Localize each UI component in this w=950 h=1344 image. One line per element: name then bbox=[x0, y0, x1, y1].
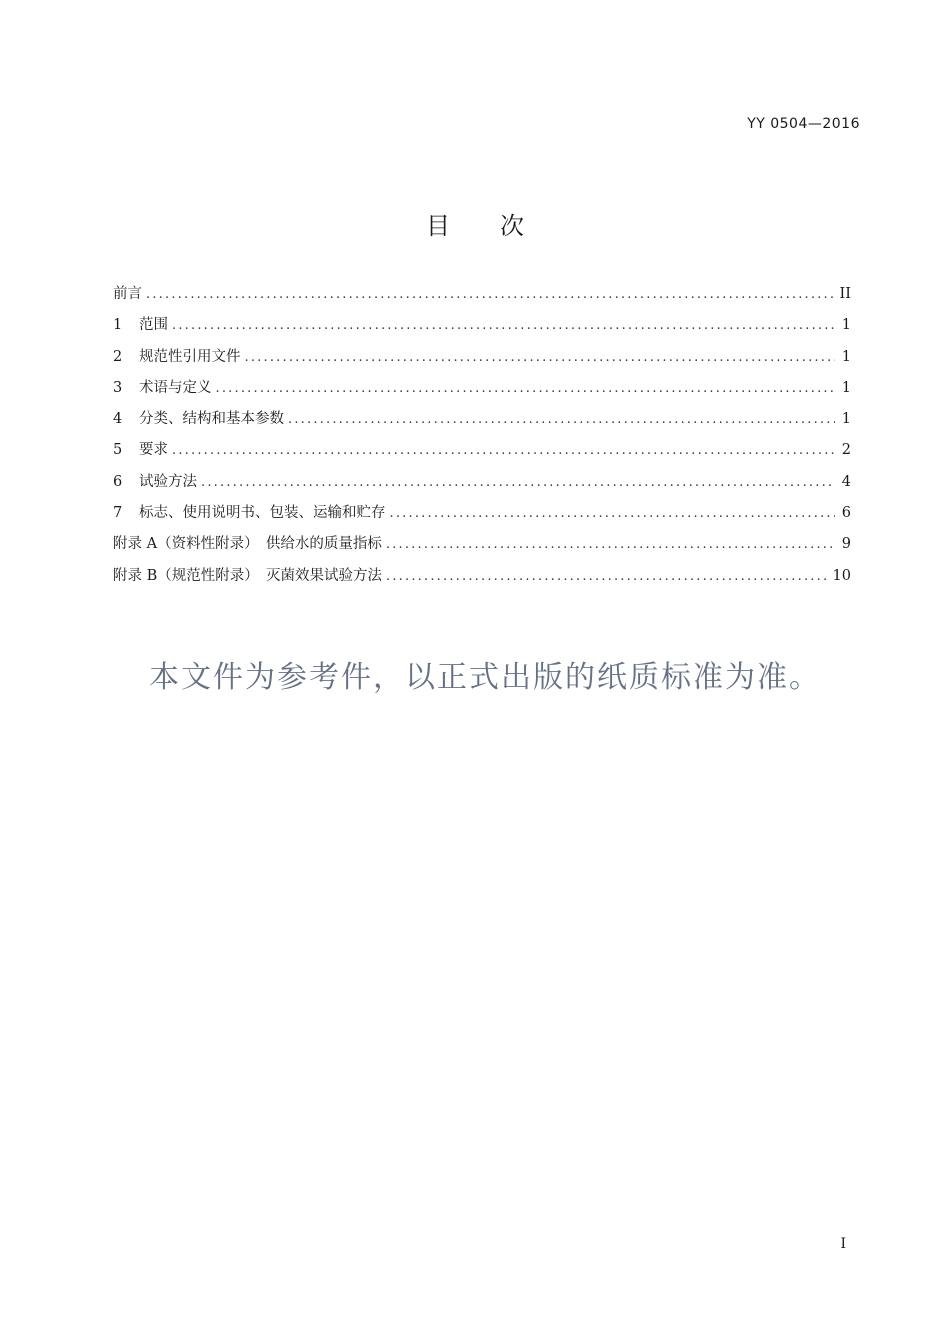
footer-page-number: I bbox=[840, 1236, 846, 1252]
toc-page: 1 bbox=[841, 411, 851, 428]
toc-number: 1 bbox=[113, 317, 123, 334]
toc-entry-annex-b[interactable] bbox=[113, 564, 851, 595]
toc-label: 要求 bbox=[139, 442, 168, 459]
toc-page: 10 bbox=[832, 567, 851, 584]
toc-entry-requirements[interactable] bbox=[113, 438, 851, 469]
page-title: 目次 bbox=[426, 212, 574, 240]
toc-entry-classification[interactable] bbox=[113, 407, 851, 438]
toc-number: 6 bbox=[113, 473, 123, 490]
toc-label: 附录 A（资料性附录） 供给水的质量指标 bbox=[113, 536, 382, 553]
toc-entry-foreword[interactable] bbox=[113, 282, 851, 313]
toc-entry-annex-a[interactable] bbox=[113, 532, 851, 563]
dot-leader bbox=[386, 569, 827, 584]
toc-label: 附录 B（规范性附录） 灭菌效果试验方法 bbox=[113, 567, 383, 584]
toc-page: 1 bbox=[841, 317, 851, 334]
toc-label: 前言 bbox=[113, 286, 142, 302]
toc-label: 标志、使用说明书、包装、运输和贮存 bbox=[139, 505, 386, 522]
toc-label: 试验方法 bbox=[139, 473, 197, 490]
dot-leader bbox=[288, 412, 835, 427]
toc-entry-normative-references[interactable] bbox=[113, 345, 851, 376]
dot-leader bbox=[172, 443, 835, 458]
dot-leader bbox=[201, 475, 835, 490]
toc-page: 1 bbox=[841, 348, 851, 365]
toc-page: 6 bbox=[841, 505, 851, 522]
toc-entry-scope[interactable] bbox=[113, 313, 851, 344]
toc-label: 范围 bbox=[139, 317, 168, 334]
toc-number: 7 bbox=[113, 505, 123, 522]
toc-entry-test-methods[interactable] bbox=[113, 470, 851, 501]
toc-page: 2 bbox=[841, 442, 851, 459]
standard-number: YY 0504—2016 bbox=[747, 116, 860, 132]
toc-number: 5 bbox=[113, 442, 123, 459]
toc-page: 9 bbox=[841, 536, 851, 553]
toc-page: 4 bbox=[841, 473, 851, 490]
toc-number: 4 bbox=[113, 411, 123, 428]
toc-number: 2 bbox=[113, 348, 123, 365]
dot-leader bbox=[386, 537, 835, 552]
dot-leader bbox=[146, 287, 834, 302]
dot-leader bbox=[245, 350, 836, 365]
toc-entry-marking[interactable] bbox=[113, 501, 851, 532]
toc-page: II bbox=[839, 286, 851, 302]
toc-number: 3 bbox=[113, 379, 123, 396]
toc-entry-terms[interactable] bbox=[113, 376, 851, 407]
reference-watermark: 本文件为参考件，以正式出版的纸质标准为准。 bbox=[149, 660, 821, 695]
toc-page: 1 bbox=[841, 379, 851, 396]
dot-leader bbox=[216, 381, 836, 396]
toc-label: 术语与定义 bbox=[139, 379, 212, 396]
dot-leader bbox=[172, 318, 835, 333]
table-of-contents bbox=[113, 282, 851, 595]
toc-label: 规范性引用文件 bbox=[139, 348, 241, 365]
toc-label: 分类、结构和基本参数 bbox=[139, 411, 284, 428]
dot-leader bbox=[390, 506, 836, 521]
